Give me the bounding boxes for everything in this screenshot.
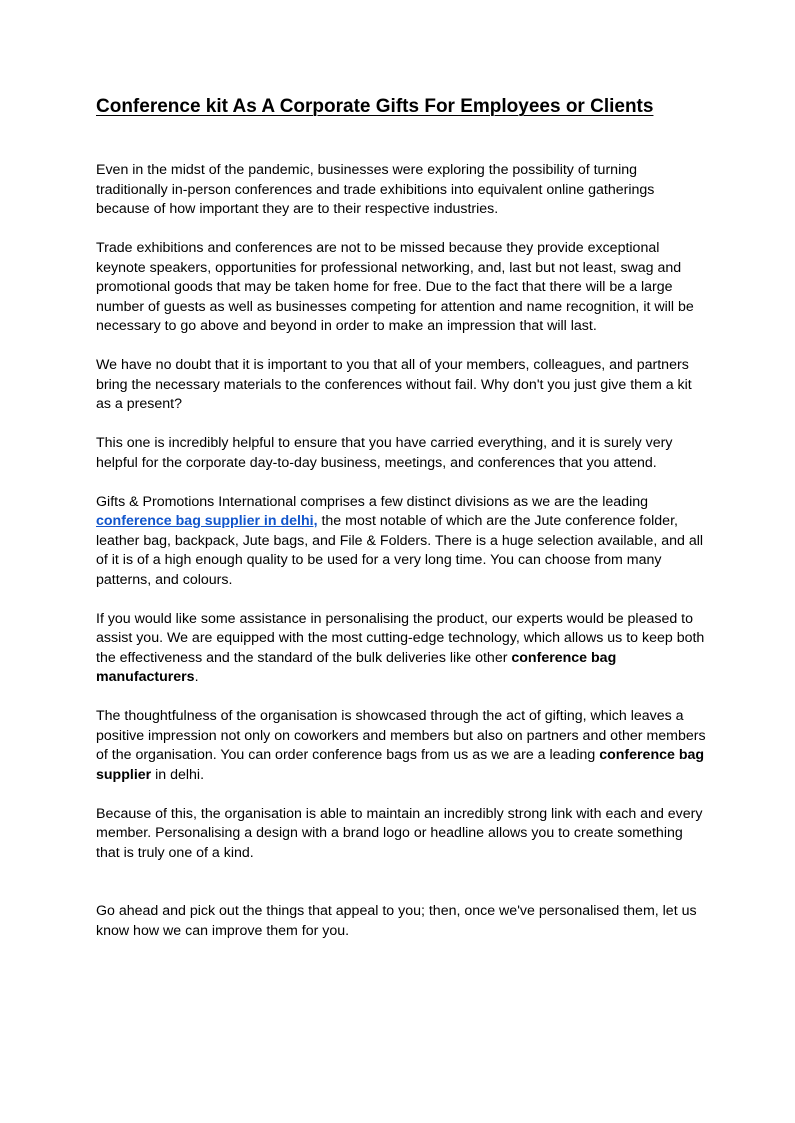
paragraph-divisions bbox=[96, 493, 706, 591]
paragraph-gifting-text-start: The thoughtfulness of the organisation is showcased through the act of gifting, which leaves a positive impression not only on coworkers and members but also on partners and other members of the organisation. You can order conference bags from us as we are a leading bbox=[96, 708, 706, 763]
paragraph-helpful-kit: This one is incredibly helpful to ensure that you have carried everything, and it is surely very helpful for the corporate day-to-day business, meetings, and conferences that you attend. bbox=[96, 435, 673, 471]
paragraph-pandemic-intro: Even in the midst of the pandemic, businesses were exploring the possibility of turning traditionally in-person conferences and trade exhibitions into equivalent online gatherings because of how important they are to their respective industries. bbox=[96, 162, 655, 217]
bold-conference-bag-manufacturers: conference bag manufacturers bbox=[96, 649, 617, 685]
paragraph-personalising-text-start: If you would like some assistance in personalising the product, our experts would be pleased to assist you. We are equipped with the most cutting-edge technology, which allows us to keep both the effectiveness and the standard of the bulk deliveries like other bbox=[96, 610, 705, 666]
document-title: Conference kit As A Corporate Gifts For Employees or Clients bbox=[96, 96, 654, 117]
paragraph-gifting bbox=[96, 707, 706, 785]
paragraph-personalising bbox=[96, 610, 706, 688]
paragraph-gifting-text-end: in delhi. bbox=[151, 766, 205, 783]
paragraph-divisions-text-end: the most notable of which are the Jute conference folder, leather bag, backpack, Jute bags, and File & Folders. There is a huge selection available, and all of it is of a high enough quality to be used for a very long time. You can choose from many patterns, and colours. bbox=[96, 513, 704, 588]
paragraph-closing: Go ahead and pick out the things that appeal to you; then, once we've personalised them, let us know how we can improve them for you. bbox=[96, 903, 697, 939]
document-page bbox=[96, 94, 706, 941]
paragraph-strong-link: Because of this, the organisation is able to maintain an incredibly strong link with each and every member. Personalising a design with a brand logo or headline allows you to create something that is truly one of a kind. bbox=[96, 805, 703, 861]
conference-bag-supplier-link[interactable]: conference bag supplier in delhi, bbox=[96, 513, 318, 529]
bold-conference-bag-supplier: conference bag supplier bbox=[96, 747, 705, 783]
paragraph-members-materials: We have no doubt that it is important to you that all of your members, colleagues, and partners bring the necessary materials to the conferences without fail. Why don't you just give them a kit as a present? bbox=[96, 357, 692, 412]
paragraph-personalising-text-end: . bbox=[194, 669, 199, 685]
paragraph-trade-exhibitions: Trade exhibitions and conferences are not to be missed because they provide exceptional keynote speakers, opportunities for professional networking, and, last but not least, swag and promotional goods that may be taken home for free. Due to the fact that there will be a large number of guests as well as businesses competing for attention and name recognition, it will be necessary to go above and beyond in order to make an impression that will last. bbox=[96, 240, 694, 334]
paragraph-divisions-text-start: Gifts & Promotions International comprises a few distinct divisions as we are the leading bbox=[96, 493, 648, 510]
